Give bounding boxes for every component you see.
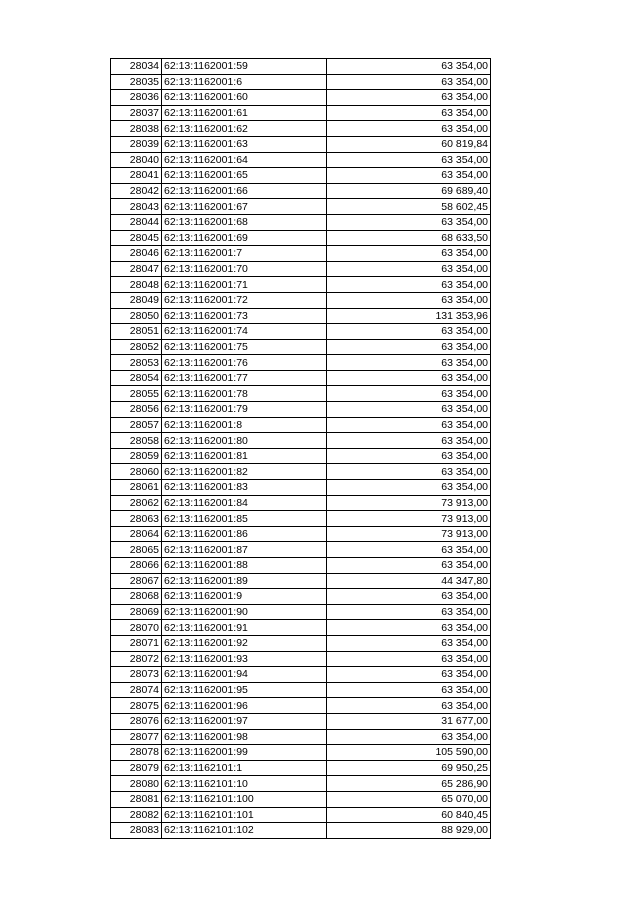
row-number-cell: 28036 <box>111 90 162 106</box>
cadastral-value-cell: 65 286,90 <box>327 776 491 792</box>
table-row <box>111 511 491 527</box>
cadastral-value-cell: 73 913,00 <box>327 526 491 542</box>
row-number-cell: 28080 <box>111 776 162 792</box>
cadastral-value-cell: 63 354,00 <box>327 402 491 418</box>
table-row <box>111 277 491 293</box>
row-number-cell: 28079 <box>111 760 162 776</box>
cadastral-value-cell: 65 070,00 <box>327 791 491 807</box>
cadastral-number-cell: 62:13:1162001:83 <box>162 480 327 496</box>
table-body <box>111 59 491 839</box>
cadastral-value-cell: 60 840,45 <box>327 807 491 823</box>
cadastral-value-cell: 63 354,00 <box>327 448 491 464</box>
cadastral-number-cell: 62:13:1162101:10 <box>162 776 327 792</box>
cadastral-number-cell: 62:13:1162001:73 <box>162 308 327 324</box>
table-row <box>111 620 491 636</box>
table-row <box>111 292 491 308</box>
cadastral-value-cell: 73 913,00 <box>327 495 491 511</box>
table-row <box>111 729 491 745</box>
cadastral-number-cell: 62:13:1162001:60 <box>162 90 327 106</box>
cadastral-number-cell: 62:13:1162001:87 <box>162 542 327 558</box>
cadastral-number-cell: 62:13:1162001:75 <box>162 339 327 355</box>
cadastral-value-cell: 63 354,00 <box>327 370 491 386</box>
row-number-cell: 28076 <box>111 713 162 729</box>
cadastral-number-cell: 62:13:1162001:8 <box>162 417 327 433</box>
cadastral-number-cell: 62:13:1162001:96 <box>162 698 327 714</box>
table-row <box>111 121 491 137</box>
cadastral-number-cell: 62:13:1162001:67 <box>162 199 327 215</box>
table-row <box>111 823 491 839</box>
row-number-cell: 28038 <box>111 121 162 137</box>
cadastral-number-cell: 62:13:1162001:76 <box>162 355 327 371</box>
row-number-cell: 28063 <box>111 511 162 527</box>
cadastral-number-cell: 62:13:1162001:7 <box>162 246 327 262</box>
cadastral-number-cell: 62:13:1162001:65 <box>162 168 327 184</box>
table-row <box>111 526 491 542</box>
cadastral-number-cell: 62:13:1162001:69 <box>162 230 327 246</box>
cadastral-value-cell: 63 354,00 <box>327 651 491 667</box>
row-number-cell: 28070 <box>111 620 162 636</box>
cadastral-value-cell: 63 354,00 <box>327 464 491 480</box>
table-row <box>111 230 491 246</box>
table-row <box>111 199 491 215</box>
table-row <box>111 558 491 574</box>
cadastral-number-cell: 62:13:1162001:70 <box>162 261 327 277</box>
table-row <box>111 386 491 402</box>
cadastral-value-cell: 63 354,00 <box>327 59 491 75</box>
cadastral-number-cell: 62:13:1162001:64 <box>162 152 327 168</box>
cadastral-number-cell: 62:13:1162001:63 <box>162 136 327 152</box>
table-row <box>111 355 491 371</box>
cadastral-number-cell: 62:13:1162001:77 <box>162 370 327 386</box>
cadastral-value-cell: 63 354,00 <box>327 324 491 340</box>
cadastral-number-cell: 62:13:1162001:92 <box>162 635 327 651</box>
row-number-cell: 28067 <box>111 573 162 589</box>
cadastral-value-cell: 31 677,00 <box>327 713 491 729</box>
row-number-cell: 28051 <box>111 324 162 340</box>
row-number-cell: 28037 <box>111 105 162 121</box>
cadastral-number-cell: 62:13:1162001:80 <box>162 433 327 449</box>
cadastral-number-cell: 62:13:1162001:82 <box>162 464 327 480</box>
cadastral-value-cell: 105 590,00 <box>327 745 491 761</box>
cadastral-number-cell: 62:13:1162001:72 <box>162 292 327 308</box>
cadastral-value-cell: 63 354,00 <box>327 121 491 137</box>
table-row <box>111 807 491 823</box>
row-number-cell: 28071 <box>111 635 162 651</box>
table-row <box>111 745 491 761</box>
row-number-cell: 28034 <box>111 59 162 75</box>
cadastral-number-cell: 62:13:1162001:71 <box>162 277 327 293</box>
cadastral-number-cell: 62:13:1162001:78 <box>162 386 327 402</box>
cadastral-number-cell: 62:13:1162001:81 <box>162 448 327 464</box>
cadastral-value-cell: 73 913,00 <box>327 511 491 527</box>
cadastral-value-cell: 69 689,40 <box>327 183 491 199</box>
cadastral-value-cell: 63 354,00 <box>327 558 491 574</box>
cadastral-number-cell: 62:13:1162001:88 <box>162 558 327 574</box>
cadastral-value-cell: 63 354,00 <box>327 386 491 402</box>
row-number-cell: 28042 <box>111 183 162 199</box>
row-number-cell: 28044 <box>111 214 162 230</box>
cadastral-value-cell: 88 929,00 <box>327 823 491 839</box>
table-row <box>111 776 491 792</box>
cadastral-value-cell: 58 602,45 <box>327 199 491 215</box>
row-number-cell: 28045 <box>111 230 162 246</box>
table-row <box>111 635 491 651</box>
row-number-cell: 28059 <box>111 448 162 464</box>
cadastral-number-cell: 62:13:1162001:66 <box>162 183 327 199</box>
cadastral-number-cell: 62:13:1162001:95 <box>162 682 327 698</box>
cadastral-value-table <box>110 58 491 839</box>
row-number-cell: 28082 <box>111 807 162 823</box>
cadastral-value-cell: 63 354,00 <box>327 604 491 620</box>
table-row <box>111 589 491 605</box>
cadastral-value-cell: 63 354,00 <box>327 635 491 651</box>
table-row <box>111 246 491 262</box>
cadastral-value-cell: 63 354,00 <box>327 292 491 308</box>
row-number-cell: 28060 <box>111 464 162 480</box>
table-row <box>111 90 491 106</box>
cadastral-number-cell: 62:13:1162001:74 <box>162 324 327 340</box>
table-row <box>111 168 491 184</box>
row-number-cell: 28040 <box>111 152 162 168</box>
cadastral-number-cell: 62:13:1162001:85 <box>162 511 327 527</box>
cadastral-value-cell: 63 354,00 <box>327 480 491 496</box>
table-row <box>111 667 491 683</box>
row-number-cell: 28048 <box>111 277 162 293</box>
cadastral-number-cell: 62:13:1162101:101 <box>162 807 327 823</box>
cadastral-value-cell: 60 819,84 <box>327 136 491 152</box>
cadastral-number-cell: 62:13:1162001:84 <box>162 495 327 511</box>
row-number-cell: 28039 <box>111 136 162 152</box>
cadastral-number-cell: 62:13:1162001:93 <box>162 651 327 667</box>
cadastral-value-cell: 63 354,00 <box>327 417 491 433</box>
cadastral-value-cell: 63 354,00 <box>327 246 491 262</box>
row-number-cell: 28068 <box>111 589 162 605</box>
table-row <box>111 370 491 386</box>
cadastral-number-cell: 62:13:1162001:94 <box>162 667 327 683</box>
cadastral-number-cell: 62:13:1162001:86 <box>162 526 327 542</box>
cadastral-number-cell: 62:13:1162001:79 <box>162 402 327 418</box>
row-number-cell: 28047 <box>111 261 162 277</box>
cadastral-value-cell: 63 354,00 <box>327 620 491 636</box>
cadastral-value-cell: 63 354,00 <box>327 433 491 449</box>
table-row <box>111 480 491 496</box>
row-number-cell: 28046 <box>111 246 162 262</box>
cadastral-value-cell: 63 354,00 <box>327 74 491 90</box>
row-number-cell: 28052 <box>111 339 162 355</box>
row-number-cell: 28043 <box>111 199 162 215</box>
table-row <box>111 604 491 620</box>
cadastral-value-cell: 63 354,00 <box>327 542 491 558</box>
table-row <box>111 448 491 464</box>
cadastral-value-cell: 63 354,00 <box>327 152 491 168</box>
table-row <box>111 105 491 121</box>
row-number-cell: 28041 <box>111 168 162 184</box>
table-row <box>111 713 491 729</box>
row-number-cell: 28057 <box>111 417 162 433</box>
row-number-cell: 28072 <box>111 651 162 667</box>
cadastral-value-cell: 63 354,00 <box>327 168 491 184</box>
row-number-cell: 28049 <box>111 292 162 308</box>
row-number-cell: 28062 <box>111 495 162 511</box>
cadastral-value-cell: 63 354,00 <box>327 355 491 371</box>
table-row <box>111 760 491 776</box>
document-page <box>110 58 491 839</box>
table-row <box>111 791 491 807</box>
cadastral-number-cell: 62:13:1162001:62 <box>162 121 327 137</box>
cadastral-number-cell: 62:13:1162001:91 <box>162 620 327 636</box>
table-row <box>111 59 491 75</box>
cadastral-number-cell: 62:13:1162001:6 <box>162 74 327 90</box>
row-number-cell: 28075 <box>111 698 162 714</box>
table-row <box>111 464 491 480</box>
row-number-cell: 28077 <box>111 729 162 745</box>
table-row <box>111 433 491 449</box>
cadastral-value-cell: 63 354,00 <box>327 589 491 605</box>
row-number-cell: 28083 <box>111 823 162 839</box>
row-number-cell: 28073 <box>111 667 162 683</box>
cadastral-value-cell: 68 633,50 <box>327 230 491 246</box>
table-row <box>111 402 491 418</box>
row-number-cell: 28064 <box>111 526 162 542</box>
table-row <box>111 542 491 558</box>
row-number-cell: 28069 <box>111 604 162 620</box>
table-row <box>111 136 491 152</box>
table-row <box>111 417 491 433</box>
table-row <box>111 261 491 277</box>
row-number-cell: 28065 <box>111 542 162 558</box>
row-number-cell: 28078 <box>111 745 162 761</box>
row-number-cell: 28050 <box>111 308 162 324</box>
cadastral-value-cell: 63 354,00 <box>327 729 491 745</box>
row-number-cell: 28055 <box>111 386 162 402</box>
table-row <box>111 339 491 355</box>
cadastral-number-cell: 62:13:1162001:61 <box>162 105 327 121</box>
row-number-cell: 28074 <box>111 682 162 698</box>
table-row <box>111 698 491 714</box>
cadastral-number-cell: 62:13:1162001:9 <box>162 589 327 605</box>
cadastral-value-cell: 63 354,00 <box>327 214 491 230</box>
cadastral-value-cell: 63 354,00 <box>327 667 491 683</box>
table-row <box>111 214 491 230</box>
cadastral-value-cell: 44 347,80 <box>327 573 491 589</box>
row-number-cell: 28035 <box>111 74 162 90</box>
cadastral-number-cell: 62:13:1162001:97 <box>162 713 327 729</box>
table-row <box>111 495 491 511</box>
table-row <box>111 573 491 589</box>
cadastral-number-cell: 62:13:1162001:99 <box>162 745 327 761</box>
row-number-cell: 28066 <box>111 558 162 574</box>
table-row <box>111 74 491 90</box>
table-row <box>111 308 491 324</box>
cadastral-number-cell: 62:13:1162001:89 <box>162 573 327 589</box>
table-row <box>111 324 491 340</box>
cadastral-value-cell: 63 354,00 <box>327 698 491 714</box>
row-number-cell: 28081 <box>111 791 162 807</box>
cadastral-value-cell: 63 354,00 <box>327 261 491 277</box>
cadastral-number-cell: 62:13:1162101:100 <box>162 791 327 807</box>
cadastral-value-cell: 63 354,00 <box>327 277 491 293</box>
cadastral-number-cell: 62:13:1162001:59 <box>162 59 327 75</box>
cadastral-value-cell: 63 354,00 <box>327 105 491 121</box>
table-row <box>111 183 491 199</box>
cadastral-value-cell: 131 353,96 <box>327 308 491 324</box>
cadastral-value-cell: 69 950,25 <box>327 760 491 776</box>
row-number-cell: 28054 <box>111 370 162 386</box>
row-number-cell: 28056 <box>111 402 162 418</box>
cadastral-value-cell: 63 354,00 <box>327 682 491 698</box>
cadastral-value-cell: 63 354,00 <box>327 339 491 355</box>
cadastral-number-cell: 62:13:1162001:90 <box>162 604 327 620</box>
cadastral-number-cell: 62:13:1162001:68 <box>162 214 327 230</box>
table-row <box>111 152 491 168</box>
table-row <box>111 651 491 667</box>
table-row <box>111 682 491 698</box>
cadastral-value-cell: 63 354,00 <box>327 90 491 106</box>
cadastral-number-cell: 62:13:1162001:98 <box>162 729 327 745</box>
row-number-cell: 28058 <box>111 433 162 449</box>
cadastral-number-cell: 62:13:1162101:1 <box>162 760 327 776</box>
row-number-cell: 28061 <box>111 480 162 496</box>
cadastral-number-cell: 62:13:1162101:102 <box>162 823 327 839</box>
row-number-cell: 28053 <box>111 355 162 371</box>
